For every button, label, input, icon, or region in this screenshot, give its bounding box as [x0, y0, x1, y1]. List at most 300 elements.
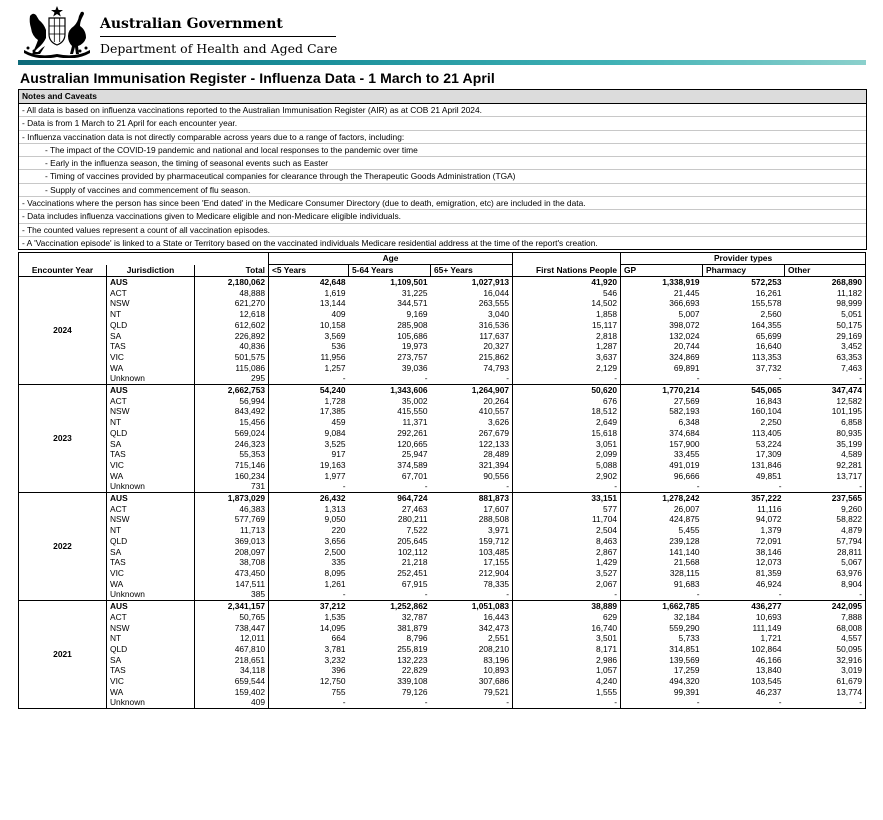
age-5-64-cell: - — [349, 481, 431, 492]
first-nations-cell: 2,129 — [513, 363, 621, 374]
jurisdiction-cell: TAS — [107, 557, 195, 568]
other-cell: 11,182 — [785, 288, 866, 299]
gp-cell: 1,662,785 — [621, 601, 703, 612]
age-65-plus-cell: 263,555 — [478, 298, 510, 309]
under-5-cell: 3,232 — [269, 655, 349, 666]
pharmacy-cell: 113,405 — [751, 427, 782, 438]
age-5-64-cell: 132,223 — [397, 654, 428, 665]
jurisdiction-cell: QLD — [107, 536, 195, 547]
other-cell: - — [785, 697, 866, 708]
under-5-cell: 536 — [269, 341, 349, 352]
other-cell: 13,717 — [785, 471, 866, 482]
age-5-64-cell: 22,829 — [401, 665, 428, 676]
first-nations-cell: 1,858 — [513, 309, 621, 320]
table-row — [19, 298, 866, 309]
age-5-64-cell: 7,522 — [406, 525, 428, 536]
age-5-64-cell: 67,915 — [401, 578, 428, 589]
age-65-plus-cell: 881,873 — [431, 493, 513, 504]
total-cell: 12,618 — [195, 309, 269, 320]
pharmacy-cell: 65,699 — [755, 330, 782, 341]
under-5-cell: - — [269, 697, 349, 708]
other-cell: 63,353 — [785, 352, 866, 363]
under-5-cell: - — [269, 481, 349, 492]
jurisdiction-cell: NT — [107, 525, 195, 536]
other-cell: - — [785, 481, 866, 492]
note-line: - Supply of vaccines and commencement of flu season. — [19, 184, 866, 197]
first-nations-cell: 3,637 — [513, 352, 621, 363]
pharmacy-cell: 53,224 — [755, 438, 782, 449]
jurisdiction-cell: SA — [107, 547, 195, 558]
other-cell: - — [785, 373, 866, 384]
provider-group-header: Provider types — [621, 253, 866, 265]
influenza-data-table — [18, 252, 866, 709]
gp-cell: 398,072 — [621, 320, 703, 331]
total-cell: 48,888 — [195, 288, 269, 299]
table-row — [19, 601, 866, 612]
gp-cell: 132,024 — [621, 331, 703, 342]
total-cell: 56,994 — [195, 396, 269, 407]
age-65-plus-cell: 342,473 — [478, 622, 510, 633]
pharmacy-cell: 16,640 — [755, 341, 782, 352]
under-5-cell: 1,977 — [269, 471, 349, 482]
note-line: - Vaccinations where the person has since been 'End dated' in the Medicare Consumer Directory (due to death, emigration, etc) are included in the data. — [19, 197, 866, 210]
gp-cell: 328,115 — [621, 568, 703, 579]
table-row — [19, 373, 866, 384]
age-5-64-cell: 11,371 — [402, 417, 428, 428]
gp-cell: 239,128 — [621, 536, 703, 547]
jurisdiction-cell: TAS — [107, 665, 195, 676]
age-5-64-cell: 31,225 — [401, 287, 428, 298]
jurisdiction-cell: NT — [107, 417, 195, 428]
jurisdiction-header: Jurisdiction — [107, 265, 195, 277]
other-cell: 7,888 — [785, 612, 866, 623]
age-5-64-cell: - — [349, 697, 431, 708]
under-5-cell: 2,500 — [269, 547, 349, 558]
age-5-64-cell: 39,036 — [401, 362, 428, 373]
other-cell: 32,916 — [785, 655, 866, 666]
age-65-plus-cell: 83,196 — [483, 654, 510, 665]
table-row — [19, 277, 866, 288]
table-row — [19, 589, 866, 600]
table-row — [19, 547, 866, 558]
jurisdiction-cell: SA — [107, 439, 195, 450]
table-row — [19, 655, 866, 666]
table-row — [19, 417, 866, 428]
jurisdiction-cell: WA — [107, 579, 195, 590]
table-row — [19, 687, 866, 698]
first-nations-cell: 16,740 — [513, 623, 621, 634]
age-65-plus-cell: - — [431, 697, 513, 708]
under-5-cell: 409 — [269, 309, 349, 320]
under-5-cell: 1,261 — [269, 579, 349, 590]
pharmacy-cell: 46,237 — [755, 686, 782, 697]
jurisdiction-cell: VIC — [107, 568, 195, 579]
jurisdiction-cell: Unknown — [107, 481, 195, 492]
gp-cell: 141,140 — [621, 547, 703, 558]
age-5-64-cell: 415,550 — [397, 406, 428, 417]
other-cell: - — [785, 589, 866, 600]
age-5-64-cell: 21,218 — [401, 557, 428, 568]
pharmacy-cell: 1,721 — [760, 633, 782, 644]
header-stripe — [18, 60, 866, 65]
other-cell: 13,774 — [785, 687, 866, 698]
encounter-year-cell: 2021 — [19, 601, 107, 709]
note-line: - Data is from 1 March to 21 April for each encounter year. — [19, 117, 866, 130]
table-row — [19, 665, 866, 676]
total-cell: 115,086 — [195, 363, 269, 374]
age-65-plus-cell: 17,607 — [483, 503, 510, 514]
department-name: Department of Health and Aged Care — [100, 41, 338, 56]
coat-of-arms-icon — [18, 4, 96, 58]
age-5-64-cell: 964,724 — [349, 493, 431, 504]
total-cell: 659,544 — [195, 676, 269, 687]
gp-cell: 491,019 — [621, 460, 703, 471]
gp-cell: 17,259 — [621, 665, 703, 676]
table-row — [19, 439, 866, 450]
total-cell: 385 — [195, 589, 269, 600]
age-5-64-cell: 280,211 — [397, 514, 428, 525]
pharmacy-cell: 164,355 — [751, 319, 782, 330]
note-line: - Influenza vaccination data is not directly comparable across years due to a range of factors, including: — [19, 131, 866, 144]
under-5-cell: 8,095 — [269, 568, 349, 579]
age-65-plus-cell: 28,489 — [483, 449, 510, 460]
gp-cell: 96,666 — [621, 471, 703, 482]
under-5-cell: 3,569 — [269, 331, 349, 342]
age-5-64-cell: 255,819 — [397, 643, 428, 654]
total-cell: 501,575 — [195, 352, 269, 363]
age-5-64-cell: 374,589 — [397, 459, 428, 470]
jurisdiction-cell: NSW — [107, 298, 195, 309]
age-5-64-cell: 25,947 — [401, 449, 428, 460]
gp-cell: 559,290 — [621, 623, 703, 634]
jurisdiction-cell: TAS — [107, 449, 195, 460]
table-column-header-row — [19, 265, 866, 277]
pharmacy-cell: 131,846 — [751, 459, 782, 470]
gp-cell: 157,900 — [621, 439, 703, 450]
age-65-plus-cell: 307,686 — [478, 676, 510, 687]
age-group-header: Age — [269, 253, 513, 265]
total-cell: 218,651 — [195, 655, 269, 666]
jurisdiction-cell: VIC — [107, 352, 195, 363]
table-row — [19, 331, 866, 342]
age-5-64-header: 5-64 Years — [349, 265, 431, 277]
table-row — [19, 536, 866, 547]
other-cell: 3,452 — [785, 341, 866, 352]
other-cell: 9,260 — [785, 504, 866, 515]
pharmacy-cell: 17,309 — [755, 449, 782, 460]
table-row — [19, 385, 866, 396]
under-5-cell: 14,095 — [269, 623, 349, 634]
notes-heading: Notes and Caveats — [19, 90, 866, 104]
under-5-cell: 37,212 — [269, 601, 349, 612]
age-5-64-cell: 252,451 — [397, 567, 428, 578]
first-nations-cell: 577 — [513, 504, 621, 515]
age-5-64-cell: 19,973 — [401, 341, 428, 352]
under-5-cell: 3,656 — [269, 536, 349, 547]
gp-cell: 20,744 — [621, 341, 703, 352]
other-cell: 50,095 — [785, 644, 866, 655]
under-5-cell: 755 — [269, 687, 349, 698]
pharmacy-cell: 13,840 — [755, 665, 782, 676]
jurisdiction-cell: SA — [107, 655, 195, 666]
jurisdiction-cell: AUS — [107, 493, 195, 504]
age-5-64-cell: 1,343,606 — [349, 385, 431, 396]
jurisdiction-cell: NSW — [107, 406, 195, 417]
table-row — [19, 579, 866, 590]
total-cell: 731 — [195, 481, 269, 492]
first-nations-cell: 33,151 — [513, 493, 621, 504]
total-cell: 295 — [195, 373, 269, 384]
table-row — [19, 288, 866, 299]
other-cell: 57,794 — [785, 536, 866, 547]
pharmacy-cell: 2,560 — [760, 309, 782, 320]
influenza-data-table-wrapper — [18, 252, 865, 709]
gp-cell: 374,684 — [621, 428, 703, 439]
jurisdiction-cell: VIC — [107, 676, 195, 687]
age-5-64-cell: 292,261 — [397, 427, 428, 438]
under-5-cell: 54,240 — [269, 385, 349, 396]
age-65-plus-cell: 321,394 — [478, 459, 510, 470]
other-cell: 92,281 — [785, 460, 866, 471]
under-5-cell: 396 — [269, 665, 349, 676]
total-cell: 147,511 — [195, 579, 269, 590]
age-5-64-cell: 285,908 — [397, 319, 428, 330]
age-5-64-cell: 1,252,862 — [349, 601, 431, 612]
under-5-cell: 42,648 — [269, 277, 349, 288]
total-cell: 208,097 — [195, 547, 269, 558]
table-row — [19, 341, 866, 352]
total-cell: 2,662,753 — [195, 385, 269, 396]
note-line: - The impact of the COVID-19 pandemic and national and local responses to the pandemic over time — [19, 144, 866, 157]
first-nations-cell: 2,986 — [513, 655, 621, 666]
total-cell: 569,024 — [195, 428, 269, 439]
first-nations-cell: 3,051 — [513, 439, 621, 450]
note-line: - A 'Vaccination episode' is linked to a State or Territory based on the vaccinated individuals Medicare residential address at the time of the report's creation. — [22, 237, 598, 248]
jurisdiction-cell: AUS — [107, 385, 195, 396]
first-nations-cell: 50,620 — [513, 385, 621, 396]
pharmacy-cell: 572,253 — [703, 277, 785, 288]
pharmacy-cell: 103,545 — [751, 676, 782, 687]
table-row — [19, 363, 866, 374]
under-5-cell: - — [269, 589, 349, 600]
age-65-plus-cell: 78,335 — [483, 578, 510, 589]
age-5-64-cell: 79,126 — [401, 686, 428, 697]
table-row — [19, 493, 866, 504]
jurisdiction-cell: NT — [107, 309, 195, 320]
total-cell: 50,765 — [195, 612, 269, 623]
gp-cell: 494,320 — [621, 676, 703, 687]
table-row — [19, 557, 866, 568]
other-cell: 80,935 — [785, 428, 866, 439]
age-5-64-cell: - — [349, 589, 431, 600]
under-5-cell: 917 — [269, 449, 349, 460]
first-nations-cell: 15,618 — [513, 428, 621, 439]
first-nations-cell: 11,704 — [513, 514, 621, 525]
gp-cell: 21,445 — [621, 288, 703, 299]
first-nations-cell: - — [513, 589, 621, 600]
first-nations-cell: 38,889 — [513, 601, 621, 612]
total-cell: 11,713 — [195, 525, 269, 536]
first-nations-cell: 3,501 — [513, 633, 621, 644]
other-cell: 58,822 — [785, 514, 866, 525]
total-cell: 843,492 — [195, 406, 269, 417]
jurisdiction-cell: WA — [107, 471, 195, 482]
age-5-64-cell: 381,879 — [397, 622, 428, 633]
first-nations-cell: 8,171 — [513, 644, 621, 655]
total-cell: 612,602 — [195, 320, 269, 331]
age-5-64-cell: 8,796 — [406, 633, 428, 644]
total-cell: 34,118 — [195, 665, 269, 676]
other-cell: 242,095 — [785, 601, 866, 612]
age-65-plus-cell: 1,264,907 — [431, 385, 513, 396]
other-cell: 63,976 — [785, 568, 866, 579]
age-65-plus-cell: 90,556 — [483, 470, 510, 481]
jurisdiction-cell: Unknown — [107, 589, 195, 600]
age-65-plus-cell: 74,793 — [483, 362, 510, 373]
pharmacy-cell: 72,091 — [755, 535, 782, 546]
age-65-plus-cell: 117,637 — [479, 330, 510, 341]
total-cell: 12,011 — [195, 633, 269, 644]
government-header — [18, 4, 538, 60]
other-cell: 68,008 — [785, 623, 866, 634]
table-row — [19, 352, 866, 363]
age-5-64-cell: - — [349, 373, 431, 384]
other-cell: 4,879 — [785, 525, 866, 536]
age-65-plus-cell: 16,443 — [483, 611, 510, 622]
total-cell: 38,708 — [195, 557, 269, 568]
pharmacy-cell: - — [703, 697, 785, 708]
other-cell: 12,582 — [785, 396, 866, 407]
other-cell: 5,067 — [785, 557, 866, 568]
other-cell: 8,904 — [785, 579, 866, 590]
other-cell: 28,811 — [785, 547, 866, 558]
encounter-year-cell: 2022 — [19, 493, 107, 601]
jurisdiction-cell: Unknown — [107, 697, 195, 708]
first-nations-cell: 2,902 — [513, 471, 621, 482]
jurisdiction-cell: QLD — [107, 320, 195, 331]
pharmacy-cell: 357,222 — [703, 493, 785, 504]
other-header: Other — [785, 265, 866, 277]
age-5-64-cell: 102,112 — [397, 546, 428, 557]
table-row — [19, 406, 866, 417]
first-nations-cell: 3,527 — [513, 568, 621, 579]
pharmacy-cell: 11,116 — [757, 503, 782, 514]
gp-cell: 69,891 — [621, 363, 703, 374]
gp-cell: - — [621, 481, 703, 492]
jurisdiction-cell: AUS — [107, 601, 195, 612]
total-cell: 55,353 — [195, 449, 269, 460]
notes-list — [19, 104, 866, 249]
age-65-plus-cell: 215,862 — [478, 351, 510, 362]
table-row — [19, 633, 866, 644]
pharmacy-cell: 111,149 — [752, 622, 782, 633]
age-65-plus-cell: 316,536 — [478, 319, 510, 330]
gp-cell: 139,569 — [621, 655, 703, 666]
table-row — [19, 396, 866, 407]
pharmacy-cell: 160,104 — [751, 406, 782, 417]
other-cell: 29,169 — [785, 331, 866, 342]
first-nations-cell: 8,463 — [513, 536, 621, 547]
gp-cell: - — [621, 589, 703, 600]
note-line: - The counted values represent a count of all vaccination episodes. — [19, 224, 866, 237]
under-5-header: <5 Years — [269, 265, 349, 277]
table-row — [19, 471, 866, 482]
age-65-plus-cell: 3,971 — [488, 525, 510, 536]
total-cell: 160,234 — [195, 471, 269, 482]
pharmacy-cell: 545,065 — [703, 385, 785, 396]
age-65-plus-cell: - — [431, 373, 513, 384]
under-5-cell: 3,781 — [269, 644, 349, 655]
pharmacy-cell: 46,166 — [755, 654, 782, 665]
gp-cell: 5,455 — [621, 525, 703, 536]
pharmacy-cell: - — [703, 481, 785, 492]
first-nations-cell: 676 — [513, 396, 621, 407]
first-nations-cell: 2,504 — [513, 525, 621, 536]
gp-cell: 33,455 — [621, 449, 703, 460]
jurisdiction-cell: WA — [107, 687, 195, 698]
total-cell: 738,447 — [195, 623, 269, 634]
other-cell: 98,999 — [785, 298, 866, 309]
gp-cell: 5,007 — [621, 309, 703, 320]
table-row — [19, 676, 866, 687]
jurisdiction-cell: ACT — [107, 612, 195, 623]
jurisdiction-cell: QLD — [107, 644, 195, 655]
jurisdiction-cell: SA — [107, 331, 195, 342]
header-divider — [100, 36, 336, 37]
table-row — [19, 309, 866, 320]
under-5-cell: 11,956 — [269, 352, 349, 363]
age-5-64-cell: 205,645 — [397, 535, 428, 546]
age-5-64-cell: 273,757 — [397, 351, 428, 362]
other-cell: 268,890 — [785, 277, 866, 288]
under-5-cell: 10,158 — [269, 320, 349, 331]
jurisdiction-cell: WA — [107, 363, 195, 374]
table-row — [19, 481, 866, 492]
total-cell: 715,146 — [195, 460, 269, 471]
age-65-plus-cell: 10,893 — [483, 665, 510, 676]
first-nations-cell: 4,240 — [513, 676, 621, 687]
first-nations-cell: 5,088 — [513, 460, 621, 471]
pharmacy-cell: 2,250 — [760, 417, 782, 428]
gp-cell: 27,569 — [621, 396, 703, 407]
age-5-64-cell: 120,665 — [397, 438, 428, 449]
age-65-plus-cell: 20,264 — [483, 395, 510, 406]
age-65-plus-cell: 3,040 — [488, 309, 510, 320]
first-nations-header: First Nations People — [513, 265, 621, 277]
gp-cell: 314,851 — [621, 644, 703, 655]
age-5-64-cell: 27,463 — [401, 503, 428, 514]
pharmacy-cell: 46,924 — [755, 578, 782, 589]
age-5-64-cell: 9,169 — [406, 309, 428, 320]
pharmacy-cell: 38,146 — [755, 546, 782, 557]
pharmacy-header: Pharmacy — [703, 265, 785, 277]
under-5-cell: 1,313 — [269, 504, 349, 515]
age-65-plus-cell: 16,044 — [483, 287, 510, 298]
other-cell: 7,463 — [785, 363, 866, 374]
gp-cell: 324,869 — [621, 352, 703, 363]
total-cell: 577,769 — [195, 514, 269, 525]
age-5-64-cell: 105,686 — [397, 330, 428, 341]
first-nations-cell: 15,117 — [513, 320, 621, 331]
gp-cell: 26,007 — [621, 504, 703, 515]
first-nations-cell: 2,818 — [513, 331, 621, 342]
under-5-cell: 664 — [269, 633, 349, 644]
total-cell: 246,323 — [195, 439, 269, 450]
jurisdiction-cell: TAS — [107, 341, 195, 352]
table-body — [19, 277, 866, 709]
total-cell: 473,450 — [195, 568, 269, 579]
under-5-cell: 9,084 — [269, 428, 349, 439]
